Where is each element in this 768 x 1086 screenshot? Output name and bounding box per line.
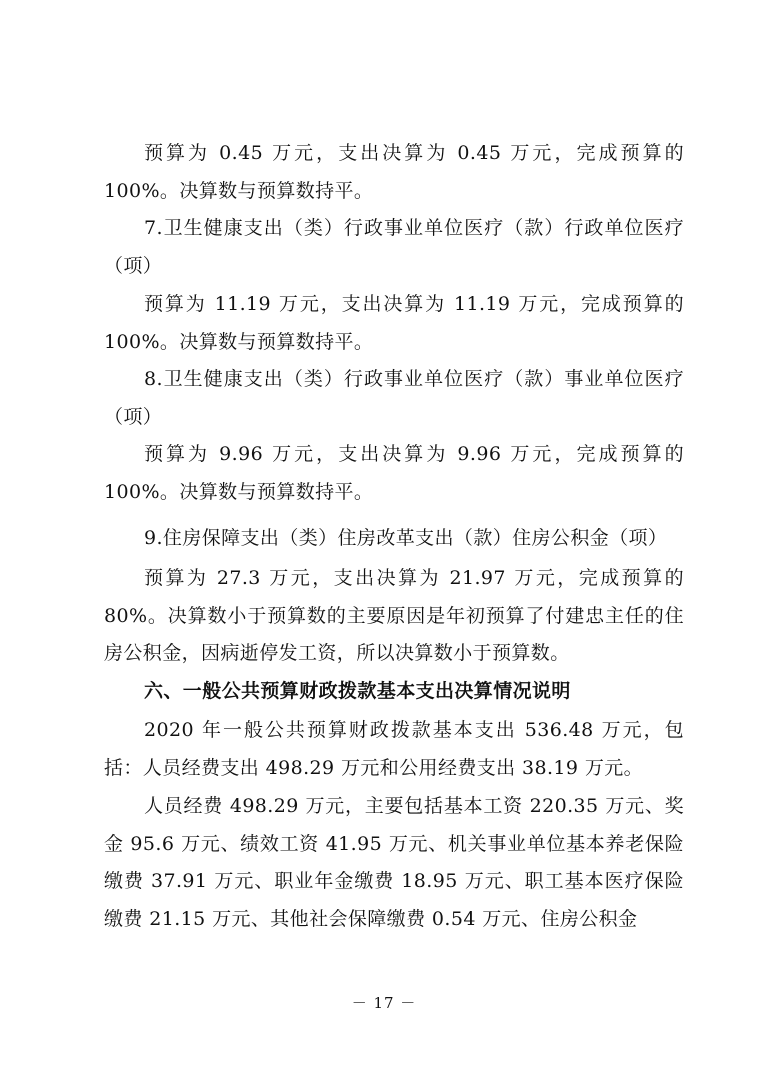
paragraph-item-7-heading: 7.卫生健康支出（类）行政事业单位医疗（款）行政单位医疗（项） — [104, 217, 684, 277]
paragraph-budget-9-96: 预算为 9.96 万元，支出决算为 9.96 万元，完成预算的 100%。决算数与预算数持平。 — [104, 443, 684, 503]
page-number: － 17 － — [351, 994, 417, 1012]
section-heading-6: 六、一般公共预算财政拨款基本支出决算情况说明 — [144, 680, 571, 702]
paragraph-item-8-heading: 8.卫生健康支出（类）行政事业单位医疗（款）事业单位医疗（项） — [104, 368, 684, 428]
paragraph-budget-27-3: 预算为 27.3 万元，支出决算为 21.97 万元，完成预算的 80%。决算数小于预算数的主要原因是年初预算了付建忠主任的住房公积金，因病逝停发工资，所以决算数小于预算数。 — [104, 567, 684, 665]
paragraph-budget-0-45: 预算为 0.45 万元，支出决算为 0.45 万元，完成预算的 100%。决算数与预算数持平。 — [104, 142, 684, 202]
paragraph-basic-expenditure: 2020 年一般公共预算财政拨款基本支出 536.48 万元，包括：人员经费支出 498.29 万元和公用经费支出 38.19 万元。 — [104, 719, 684, 779]
paragraph-personnel-expenses: 人员经费 498.29 万元，主要包括基本工资 220.35 万元、奖金 95.6 万元、绩效工资 41.95 万元、机关事业单位基本养老保险缴费 37.91 万元、职业年金缴费 18.95 万元、职工基本医疗保险缴费 21.15 万元、其他社会保障缴费 0.54 万元、住房公积金 — [104, 795, 684, 930]
paragraph-budget-11-19: 预算为 11.19 万元，支出决算为 11.19 万元，完成预算的 100%。决算数与预算数持平。 — [104, 293, 684, 353]
paragraph-item-9-heading: 9.住房保障支出（类）住房改革支出（款）住房公积金（项） — [144, 527, 668, 549]
